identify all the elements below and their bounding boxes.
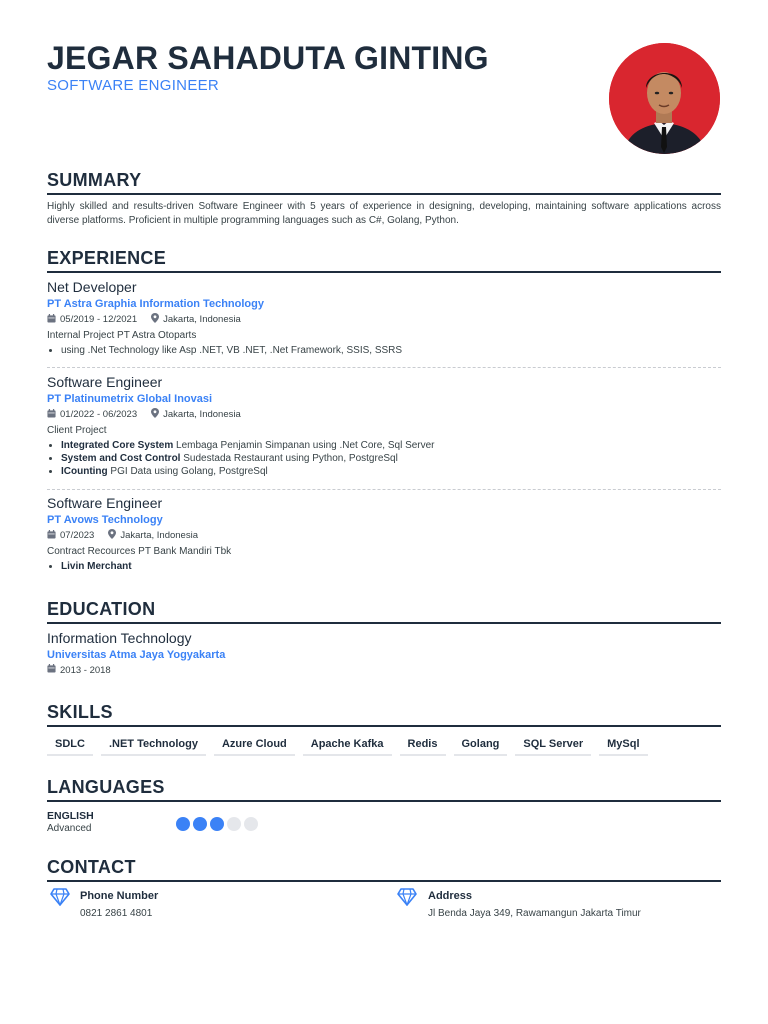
skills-heading: SKILLS [47,702,721,727]
list-item [61,452,721,465]
job-company: PT Astra Graphia Information Technology [47,298,264,310]
job-description: Contract Recources PT Bank Mandiri Tbk [47,546,232,557]
summary-heading: SUMMARY [47,170,721,195]
bullet-bold: System and Cost Control [61,453,181,464]
contact-phone [80,890,158,919]
skill-tag: Azure Cloud [214,738,295,756]
list-item [61,344,721,357]
summary-text: Highly skilled and results-driven Software Engineer with 5 years of experience in designing, developing, maintaining software applications across diverse platforms. Proficient in multiple programming languages such as C#, Golang, Python. [47,201,721,226]
job-entry [47,279,721,357]
bullet-bold: Livin Merchant [61,561,132,572]
rating-dot-filled [193,817,207,831]
list-item [61,560,721,573]
location-pin-icon [151,408,159,421]
job-location: Jakarta, Indonesia [163,409,241,420]
rating-dot-filled [210,817,224,831]
skills-list [47,738,721,756]
job-dates: 01/2022 - 06/2023 [60,409,138,420]
job-description: Client Project [47,425,107,436]
education-meta [47,664,721,676]
phone-label: Phone Number [80,890,159,902]
job-company: PT Platinumetrix Global Inovasi [47,393,213,405]
job-description: Internal Project PT Astra Otoparts [47,330,197,341]
bullet-text: PGI Data using Golang, PostgreSql [107,466,268,477]
job-entry [47,374,721,478]
diamond-icon [397,888,417,911]
job-meta [47,408,721,421]
profile-photo-illustration [609,43,720,154]
job-company: PT Avows Technology [47,514,163,526]
job-meta [47,313,721,326]
language-name: ENGLISH [47,810,94,822]
skill-tag: MySql [599,738,647,756]
divider [47,367,721,368]
location-pin-icon [108,529,116,542]
diamond-icon [50,888,70,911]
bullet-text: Sudestada Restaurant using Python, PostgreSql [180,453,398,464]
list-item [61,439,721,452]
job-meta [47,529,721,542]
candidate-title: SOFTWARE ENGINEER [47,77,220,94]
education-dates: 2013 - 2018 [60,664,111,676]
skill-tag: SDLC [47,738,93,756]
job-location: Jakarta, Indonesia [163,314,241,325]
skill-tag: SQL Server [515,738,591,756]
rating-dot-empty [244,817,258,831]
bullet-text: using .Net Technology like Asp .NET, VB .NET, .Net Framework, SSIS, SSRS [61,345,403,356]
address-value: Jl Benda Jaya 349, Rawamangun Jakarta Timur [428,908,641,919]
job-bullets [47,344,721,357]
candidate-name: JEGAR SAHADUTA GINTING [47,40,489,76]
job-role: Software Engineer [47,495,163,511]
job-role: Software Engineer [47,374,163,390]
rating-dot-empty [227,817,241,831]
calendar-icon [47,409,56,421]
job-dates: 05/2019 - 12/2021 [60,314,138,325]
skill-tag: Redis [400,738,446,756]
education-degree: Information Technology [47,630,192,646]
job-entry [47,495,721,573]
job-dates: 07/2023 [60,530,95,541]
bullet-bold: Integrated Core System [61,440,174,451]
job-bullets [47,560,721,573]
calendar-icon [47,530,56,542]
location-pin-icon [151,313,159,326]
list-item [61,465,721,478]
language-level: Advanced [47,823,92,834]
education-school: Universitas Atma Jaya Yogyakarta [47,649,226,661]
profile-photo [609,43,720,154]
skill-tag: Apache Kafka [303,738,392,756]
job-role: Net Developer [47,279,137,295]
contact-heading: CONTACT [47,857,721,882]
rating-dot-filled [176,817,190,831]
calendar-icon [47,314,56,326]
job-bullets [47,439,721,478]
address-label: Address [428,890,473,902]
divider [47,489,721,490]
bullet-bold: ICounting [61,466,108,477]
skill-tag: Golang [454,738,508,756]
phone-value: 0821 2861 4801 [80,908,153,919]
language-rating [176,817,261,831]
calendar-icon [47,664,56,676]
bullet-text: Lembaga Penjamin Simpanan using .Net Core, Sql Server [173,440,435,451]
languages-heading: LANGUAGES [47,777,721,802]
job-location: Jakarta, Indonesia [120,530,198,541]
education-heading: EDUCATION [47,599,721,624]
skill-tag: .NET Technology [101,738,206,756]
education-entry [47,630,721,676]
contact-address [428,890,641,919]
experience-heading: EXPERIENCE [47,248,721,273]
